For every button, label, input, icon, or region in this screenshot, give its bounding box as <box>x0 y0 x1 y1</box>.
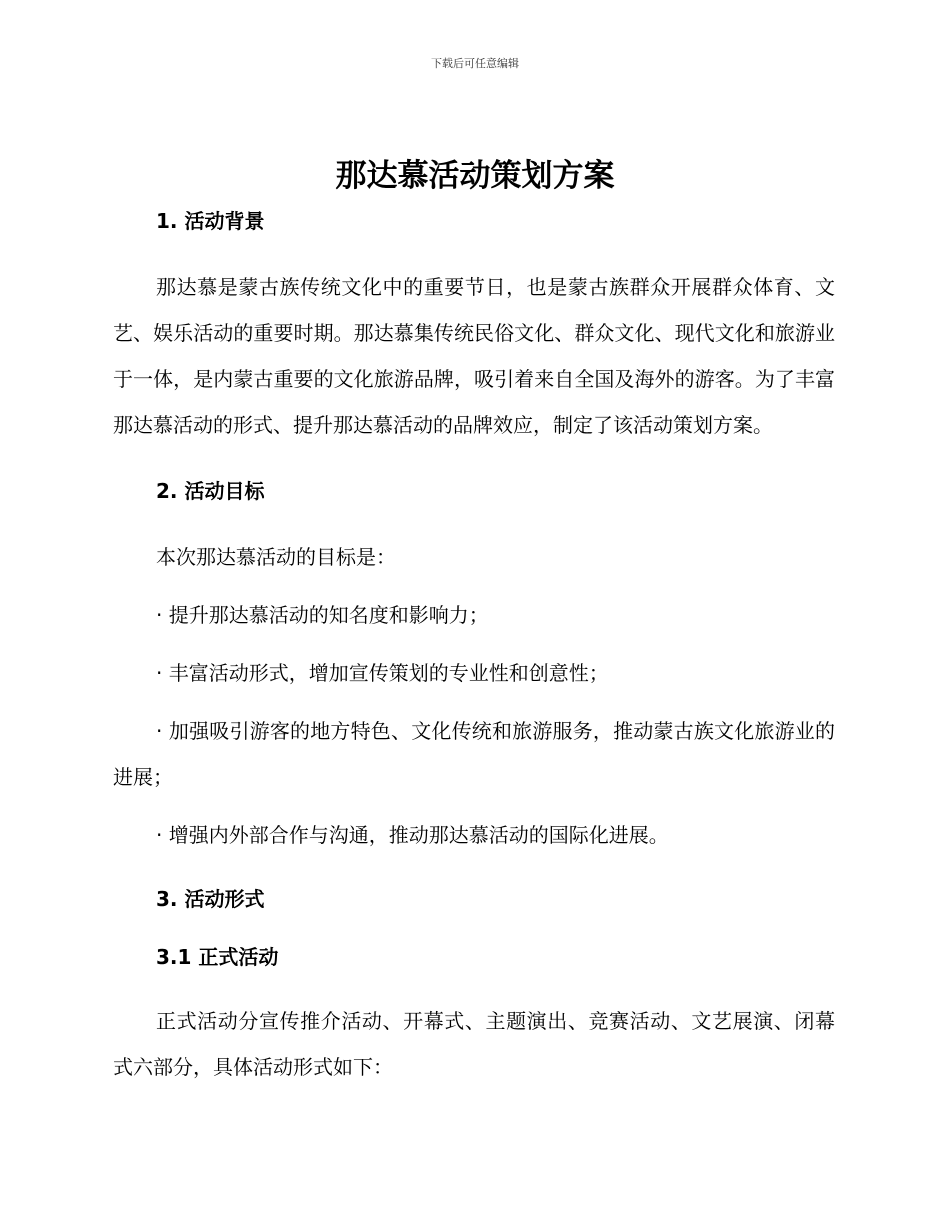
page-header-note: 下载后可任意编辑 <box>431 57 519 70</box>
document-body <box>113 206 835 1090</box>
formal-activities-paragraph: 正式活动分宣传推介活动、开幕式、主题演出、竞赛活动、文艺展演、闭幕式六部分，具体活动形式如下： <box>113 1009 835 1079</box>
section-heading-goals: 2. 活动目标 <box>156 479 265 503</box>
document-title: 那达慕活动策划方案 <box>335 158 615 194</box>
section-heading-background: 1. 活动背景 <box>156 209 265 233</box>
section-heading-format: 3. 活动形式 <box>156 887 265 911</box>
goal-bullet-1: · 提升那达慕活动的知名度和影响力； <box>156 603 489 627</box>
subsection-heading-formal-activities: 3.1 正式活动 <box>156 945 279 969</box>
goal-bullet-4: · 增强内外部合作与沟通，推动那达慕活动的国际化进展。 <box>156 823 669 847</box>
goal-bullet-2: · 丰富活动形式，增加宣传策划的专业性和创意性； <box>156 661 609 685</box>
background-paragraph: 那达慕是蒙古族传统文化中的重要节日，也是蒙古族群众开展群众体育、文艺、娱乐活动的重要时期。那达慕集传统民俗文化、群众文化、现代文化和旅游业于一体，是内蒙古重要的文化旅游品牌，吸引着来自全国及海外的游客。为了丰富那达慕活动的形式、提升那达慕活动的品牌效应，制定了该活动策划方案。 <box>113 275 835 437</box>
goals-intro: 本次那达慕活动的目标是： <box>156 545 396 569</box>
goal-bullet-3: · 加强吸引游客的地方特色、文化传统和旅游服务，推动蒙古族文化旅游业的进展； <box>113 719 835 789</box>
